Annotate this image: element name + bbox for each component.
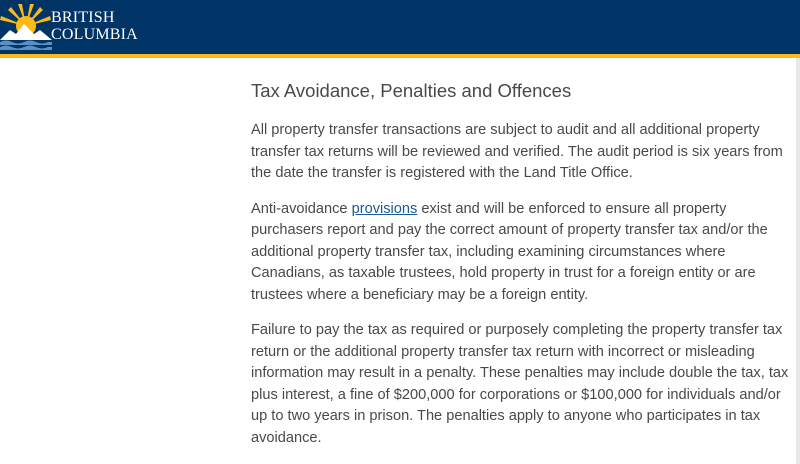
paragraph-audit: All property transfer transactions are subject to audit and all additional property transfer tax returns will be reviewed and verified. The audit period is six years from the date the transfer is registered with the Land Title Office. bbox=[251, 122, 783, 181]
paragraph-anti-avoidance-text-end: exist and will be enforced to ensure all property purchasers report and pay the correct amount of property transfer tax and/or the additional property transfer tax, including examining circumstances where Canadians, as taxable trustees, hold property in trust for a foreign entity or are trustees where a beneficiary may be a foreign entity. bbox=[251, 200, 768, 303]
logo-wordmark bbox=[51, 9, 138, 43]
page-title: Tax Avoidance, Penalties and Offences bbox=[251, 80, 572, 101]
provisions-link[interactable]: provisions bbox=[351, 200, 418, 217]
logo-line-columbia: COLUMBIA bbox=[51, 26, 138, 43]
main-content bbox=[251, 58, 791, 449]
paragraph-penalties: Failure to pay the tax as required or purposely completing the property transfer tax return or the additional property transfer tax return with incorrect or misleading information may result in a penalty. These penalties may include double the tax, tax plus interest, a fine of $200,000 for corporations or $100,000 for individuals and/or up to two years in prison. The penalties apply to anyone who participates in tax avoidance. bbox=[251, 322, 789, 446]
paragraph-anti-avoidance-text-start: Anti-avoidance bbox=[251, 200, 352, 217]
logo-line-british: BRITISH bbox=[51, 9, 115, 26]
vertical-scrollbar[interactable] bbox=[796, 58, 800, 464]
site-header bbox=[0, 0, 800, 58]
paragraph-anti-avoidance bbox=[251, 199, 791, 307]
bc-gov-logo-link[interactable] bbox=[0, 0, 140, 54]
bc-sun-mountains-icon bbox=[0, 0, 52, 54]
